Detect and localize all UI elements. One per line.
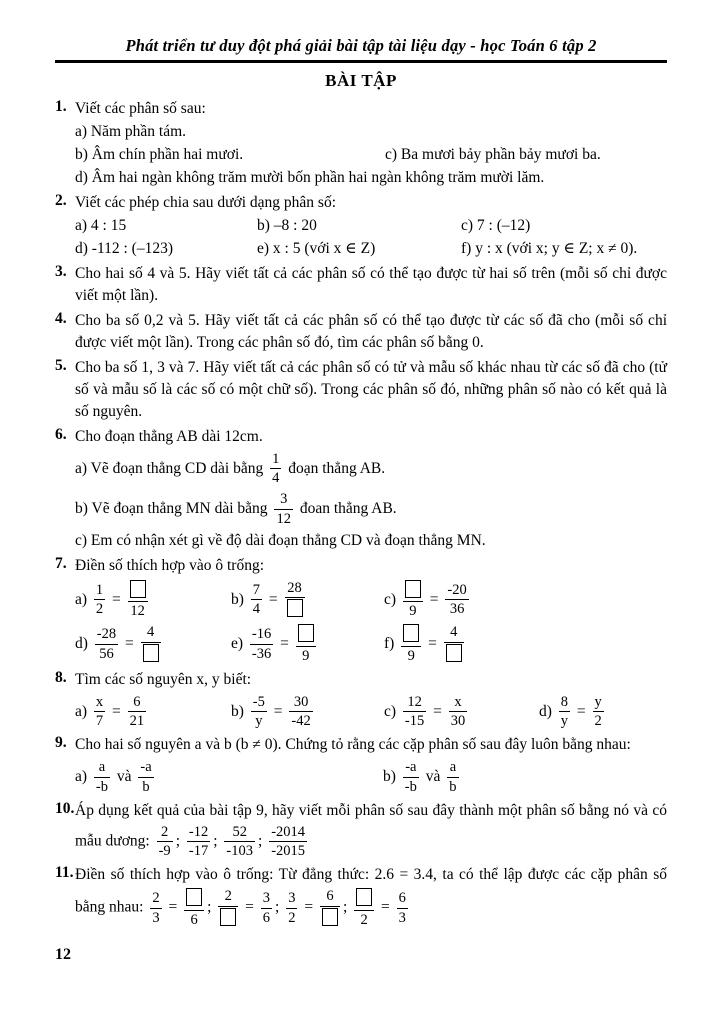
text-run: Điền số thích hợp vào ô trống: (75, 556, 265, 574)
fraction-numerator: -16 (251, 626, 272, 643)
fraction-bar (403, 601, 423, 602)
fraction-denominator: 56 (99, 645, 114, 662)
text-run: e) (231, 635, 247, 653)
text-run: Cho ba số 0,2 và 5. Hãy viết tất cả các phân số có thể tạo được từ các số đã cho (mỗi số chỉ được viết một lần). Trong các phân số đó, tìm các phân số bằng 0. (75, 312, 671, 351)
option-cell (257, 215, 461, 237)
exercise-number: 8. (55, 668, 67, 686)
fraction-bar (559, 711, 570, 712)
fraction (296, 624, 316, 663)
fraction (218, 888, 238, 927)
option-cell (75, 622, 231, 665)
fraction-denominator: -15 (404, 713, 425, 730)
text-run: = (377, 898, 394, 916)
text-run: d) Âm hai ngàn không trăm mười bốn phần hai ngàn không trăm mười lăm. (75, 169, 545, 186)
exercise (55, 357, 671, 423)
blank-box (220, 908, 236, 926)
fraction-numerator: 7 (252, 581, 261, 598)
fraction-denominator: -42 (291, 713, 311, 730)
option-row (75, 144, 667, 166)
exercise-number: 3. (55, 263, 67, 280)
fraction-numerator: a (98, 759, 106, 776)
text-run: c) (384, 590, 400, 608)
fraction (261, 890, 272, 925)
fraction (251, 582, 262, 617)
text-run: b) (383, 768, 400, 786)
text-run: ; (213, 832, 222, 850)
option-row (75, 167, 667, 189)
option-cell (257, 238, 461, 260)
text-run: và (421, 768, 445, 786)
fraction-bar (128, 711, 147, 712)
option-row (75, 692, 667, 731)
fraction-denominator: y (560, 713, 569, 730)
option-cell (461, 238, 637, 260)
option-row (75, 757, 667, 796)
option-cell (75, 167, 544, 189)
text-run: = (269, 702, 287, 720)
blank-box (322, 908, 338, 926)
fraction-numerator: a (449, 759, 457, 776)
fraction-bar (296, 646, 316, 647)
fraction-denominator: 9 (409, 603, 417, 620)
text-run: Áp dụng kết quả của bài tập 9, hãy viết mỗi phân số sau đây thành một phân số bằng nó và có mẫu dương: (75, 801, 671, 850)
paragraph (75, 192, 667, 214)
fraction-denominator (285, 599, 305, 619)
fraction (559, 694, 570, 729)
blank-box (130, 580, 146, 598)
fraction (593, 694, 604, 729)
page-content (55, 36, 671, 933)
fraction-denominator: 7 (95, 713, 104, 730)
blank-box (446, 644, 462, 662)
fraction-denominator: y (255, 713, 263, 730)
text-run: Viết các phép chia sau dưới dạng phân số: (75, 194, 337, 211)
fraction-numerator: 8 (560, 693, 569, 710)
fraction (250, 626, 273, 661)
fraction-bar (224, 841, 255, 842)
fraction-bar (401, 646, 421, 647)
fraction (401, 624, 421, 663)
fraction-numerator: 6 (398, 890, 406, 907)
fraction (274, 491, 293, 526)
text-run: ; (175, 832, 184, 850)
fraction-bar (447, 777, 458, 778)
text-run: = (425, 590, 443, 608)
text-run: f) y : x (với x; y ∈ Z; x ≠ 0). (461, 240, 638, 257)
option-cell (539, 692, 607, 731)
fraction-numerator (401, 624, 421, 644)
fraction-bar (593, 711, 604, 712)
fraction-numerator: 1 (95, 581, 104, 598)
fraction-bar (138, 777, 153, 778)
text-run: = (108, 590, 125, 608)
text-run: = (573, 702, 590, 720)
fraction-denominator: 21 (129, 713, 145, 730)
text-run: = (300, 898, 317, 916)
fraction (94, 759, 110, 794)
fraction (445, 582, 468, 617)
exercise-number: 11. (55, 864, 74, 882)
fraction-numerator: 3 (280, 491, 288, 508)
fraction-bar (444, 642, 464, 643)
fraction-denominator (444, 644, 464, 664)
exercise (55, 734, 667, 796)
fraction-denominator: 36 (449, 601, 465, 618)
option-cell (75, 757, 383, 796)
option-cell (384, 578, 472, 621)
fraction-numerator: 3 (288, 890, 296, 907)
fraction-denominator: 9 (407, 647, 415, 664)
fraction-bar (141, 642, 161, 643)
fraction-numerator: x (95, 693, 104, 710)
fraction-bar (261, 908, 272, 909)
fraction-bar (445, 599, 468, 600)
exercise (55, 555, 667, 666)
paragraph (75, 734, 667, 756)
fraction (403, 759, 419, 794)
fraction-numerator: 28 (287, 579, 302, 596)
fraction (447, 759, 458, 794)
fraction-bar (251, 599, 262, 600)
blank-box (287, 599, 303, 617)
fraction (289, 694, 312, 729)
fraction-denominator: 3 (398, 909, 406, 926)
paragraph (75, 800, 671, 861)
fraction (403, 580, 423, 619)
fraction-bar (94, 711, 105, 712)
fraction (157, 824, 173, 859)
fraction-denominator (141, 644, 161, 664)
fraction-denominator (218, 908, 238, 928)
fraction-bar (274, 509, 293, 510)
fraction-bar (320, 906, 340, 907)
text-run: Cho hai số nguyên a và b (b ≠ 0). Chứng tỏ rằng các cặp phân số sau đây luôn bằng nhau: (75, 736, 631, 754)
exercise-number: 10. (55, 799, 75, 817)
paragraph (75, 98, 667, 120)
fraction (397, 890, 408, 925)
fraction-denominator: b (449, 778, 457, 795)
exercise (55, 864, 671, 929)
fraction-numerator: -5 (252, 693, 265, 710)
fraction-bar (250, 644, 273, 645)
text-run: e) x : 5 (với x ∈ Z) (257, 240, 376, 257)
option-row (75, 578, 667, 621)
blank-box (405, 580, 421, 598)
text-run: = (241, 898, 258, 916)
blank-box (403, 624, 419, 642)
exercise (55, 310, 671, 354)
text-run: b) Vẽ đoạn thẳng MN dài bằng (75, 500, 272, 518)
text-run: d) (539, 702, 556, 720)
fraction-numerator (184, 888, 204, 908)
option-cell (75, 121, 186, 143)
text-run: ; (342, 898, 352, 916)
exercise (55, 799, 671, 861)
fraction-numerator: 2 (161, 823, 169, 840)
fraction-bar (128, 601, 148, 602)
fraction-numerator (354, 888, 374, 908)
option-cell (75, 489, 397, 528)
text-run: b) (231, 702, 248, 720)
fraction-bar (289, 711, 312, 712)
exercise (55, 263, 671, 307)
text-run: = (108, 702, 125, 720)
option-row (75, 489, 667, 528)
exercise (55, 192, 667, 260)
option-cell (384, 692, 539, 731)
fraction-denominator: -9 (158, 843, 171, 860)
exercise-number: 6. (55, 426, 67, 443)
fraction-bar (286, 908, 297, 909)
fraction-numerator: x (454, 693, 462, 710)
text-run: Cho ba số 1, 3 và 7. Hãy viết tất cả các phân số có tử và mẫu số khác nhau từ các số đã cho (tử số và mẫu số là các số có một chữ số). Trong các phân số đó, những phân số nào có kết quả là số nguyên. (75, 359, 671, 420)
fraction-numerator (128, 580, 148, 600)
fraction-numerator: -a (140, 759, 152, 776)
paragraph (75, 310, 671, 354)
text-run: b) –8 : 20 (257, 217, 317, 234)
exercise-number: 1. (55, 98, 67, 115)
text-run: c) Ba mươi bảy phần bảy mươi ba. (385, 146, 601, 163)
option-row (75, 215, 667, 237)
fraction-denominator: -2015 (271, 843, 306, 860)
fraction-denominator: 2 (95, 601, 104, 618)
fraction (141, 624, 161, 663)
fraction-numerator: 2 (224, 888, 232, 905)
option-cell (75, 144, 385, 166)
fraction (187, 824, 210, 859)
text-run: = (276, 635, 293, 653)
text-run: và (113, 768, 136, 786)
exercise-number: 2. (55, 192, 67, 209)
paragraph (75, 669, 667, 691)
fraction-bar (354, 910, 374, 911)
fraction (94, 582, 105, 617)
blank-box (186, 888, 202, 906)
text-run: đoạn thẳng AB. (284, 459, 386, 477)
fraction-denominator: 4 (252, 601, 261, 618)
fraction-bar (251, 711, 267, 712)
fraction-numerator: 4 (147, 624, 155, 641)
fraction-numerator: 3 (262, 890, 271, 907)
fraction-bar (269, 841, 307, 842)
fraction (150, 890, 161, 925)
fraction-numerator: 1 (272, 451, 280, 467)
fraction-denominator: 6 (190, 911, 198, 928)
option-cell (75, 578, 231, 621)
fraction-bar (403, 711, 426, 712)
text-run: a) Năm phần tám. (75, 123, 187, 140)
blank-box (298, 624, 314, 642)
text-run: c) 7 : (–12) (461, 217, 531, 234)
exercise-number: 5. (55, 357, 67, 374)
fraction-numerator: -a (405, 759, 417, 776)
paragraph (75, 263, 671, 307)
fraction (449, 694, 468, 729)
option-cell (231, 692, 384, 731)
text-run: Cho hai số 4 và 5. Hãy viết tất cả các phân số có thể tạo được từ hai số trên (mỗi số chỉ được viết một lần). (75, 265, 671, 304)
text-run: = (121, 635, 138, 653)
fraction-bar (94, 777, 110, 778)
fraction-denominator: -17 (188, 843, 209, 860)
fraction (251, 694, 267, 729)
fraction-denominator: 12 (276, 510, 291, 527)
fraction-numerator: 30 (293, 693, 309, 710)
paragraph (75, 864, 671, 929)
text-run: a) Vẽ đoạn thẳng CD dài bằng (75, 459, 268, 477)
fraction-numerator: 52 (232, 823, 247, 840)
text-run: Tìm các số nguyên x, y biết: (75, 670, 252, 688)
text-run: = (164, 898, 182, 916)
fraction (320, 888, 340, 927)
fraction (184, 888, 204, 927)
fraction (444, 624, 464, 663)
option-cell (75, 238, 257, 260)
fraction-bar (150, 908, 161, 909)
text-run: = (424, 635, 441, 653)
text-run: Cho đoạn thẳng AB dài 12cm. (75, 428, 263, 445)
text-run: b) Âm chín phần hai mươi. (75, 146, 244, 163)
fraction-bar (157, 841, 173, 842)
book-header: Phát triển tư duy đột phá giải bài tập tài liệu dạy - học Toán 6 tập 2 (55, 36, 667, 63)
option-cell (384, 622, 467, 665)
text-run: đoan thẳng AB. (295, 500, 397, 518)
text-run: Viết các phân số sau: (75, 100, 206, 117)
fraction (403, 694, 426, 729)
fraction-denominator: 2 (360, 911, 368, 928)
fraction-bar (449, 711, 468, 712)
paragraph (75, 555, 667, 577)
fraction (94, 694, 105, 729)
fraction-bar (403, 777, 419, 778)
fraction-denominator: -103 (226, 843, 253, 860)
fraction-numerator: -2014 (271, 823, 306, 840)
fraction-denominator (320, 908, 340, 928)
fraction-bar (95, 644, 118, 645)
fraction (269, 824, 307, 859)
text-run: ; (258, 832, 267, 850)
exercise-number: 9. (55, 734, 67, 752)
text-run: ; (207, 898, 216, 916)
option-row (75, 622, 667, 665)
option-row (75, 238, 667, 260)
exercise-list (55, 98, 671, 930)
fraction-bar (218, 906, 238, 907)
exercise-number: 7. (55, 554, 67, 572)
option-row (75, 530, 667, 552)
fraction-numerator: y (594, 693, 602, 710)
fraction-numerator: -20 (447, 581, 467, 598)
fraction-denominator: 2 (594, 713, 602, 730)
text-run: b) (231, 590, 248, 608)
fraction-numerator: -12 (188, 823, 209, 840)
fraction-bar (270, 468, 281, 469)
fraction (224, 824, 255, 859)
option-row (75, 121, 667, 143)
text-run: = (265, 590, 282, 608)
option-cell (75, 215, 257, 237)
text-run: c) (384, 702, 400, 720)
fraction-denominator: 2 (288, 909, 296, 926)
fraction-bar (397, 908, 408, 909)
text-run: d) (75, 635, 92, 653)
fraction-denominator: -b (95, 778, 109, 795)
fraction-numerator: 4 (450, 624, 458, 641)
fraction-numerator: 6 (133, 693, 141, 710)
text-run: f) (384, 635, 399, 653)
text-run: c) Em có nhận xét gì về độ dài đoạn thẳng CD và đoạn thẳng MN. (75, 531, 486, 549)
fraction-numerator: 6 (326, 888, 334, 905)
fraction (128, 694, 147, 729)
option-cell (75, 449, 385, 488)
option-cell (385, 144, 601, 166)
fraction-denominator: -36 (251, 645, 272, 662)
option-row (75, 449, 667, 488)
fraction-denominator: 9 (302, 647, 310, 664)
fraction-bar (184, 910, 204, 911)
fraction-denominator: 3 (152, 909, 160, 926)
fraction-numerator: 2 (152, 890, 160, 907)
text-run: = (429, 702, 446, 720)
fraction-denominator: 12 (130, 603, 145, 620)
text-run: a) (75, 590, 91, 608)
fraction-denominator: -b (404, 778, 417, 795)
fraction-numerator (296, 624, 316, 644)
fraction-denominator: b (142, 778, 150, 795)
fraction-numerator: 12 (407, 693, 422, 710)
exercise (55, 669, 667, 731)
fraction-denominator: 6 (262, 909, 271, 926)
option-cell (75, 692, 231, 731)
fraction-bar (285, 597, 305, 598)
fraction-denominator: 30 (450, 713, 466, 730)
option-cell (75, 530, 486, 552)
page-title: BÀI TẬP (325, 71, 397, 90)
fraction (95, 626, 118, 661)
text-run: Điền số thích hợp vào ô trống: Từ đẳng thức: 2.6 = 3.4, ta có thể lập được các cặp phân số bằng nhau: (75, 866, 671, 916)
fraction-numerator (403, 580, 423, 600)
page-number: 12 (55, 946, 71, 963)
fraction (138, 759, 153, 794)
text-run: a) (75, 768, 91, 786)
fraction-numerator: -28 (96, 626, 117, 643)
fraction-bar (187, 841, 210, 842)
fraction (286, 890, 297, 925)
option-cell (383, 757, 462, 796)
fraction (354, 888, 374, 927)
exercise-number: 4. (55, 310, 67, 327)
exercise (55, 426, 667, 552)
option-cell (231, 622, 384, 665)
paragraph (75, 426, 667, 448)
blank-box (143, 644, 159, 662)
paragraph (75, 357, 671, 423)
option-cell (461, 215, 530, 237)
fraction (285, 580, 305, 619)
fraction-bar (94, 599, 105, 600)
option-cell (231, 578, 384, 621)
blank-box (356, 888, 372, 906)
text-run: a) 4 : 15 (75, 217, 127, 234)
fraction (128, 580, 148, 619)
text-run: a) (75, 702, 91, 720)
exercise (55, 98, 667, 189)
text-run: d) -112 : (–123) (75, 240, 174, 257)
fraction-denominator: 4 (272, 470, 280, 487)
text-run: ; (275, 898, 284, 916)
fraction (270, 451, 281, 486)
